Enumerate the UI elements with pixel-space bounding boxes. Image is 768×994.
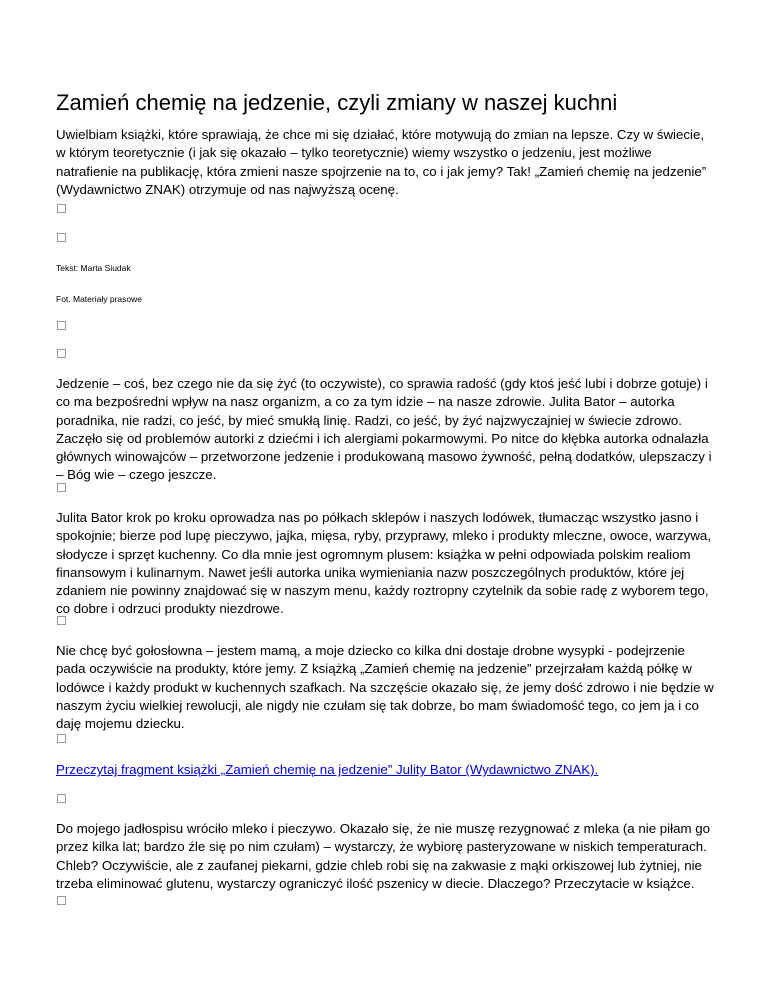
book-fragment-link[interactable]: Przeczytaj fragment książki „Zamień chemię na jedzenie” Julity Bator (Wydawnictwo ZNAK). <box>56 762 599 777</box>
image-placeholder-icon <box>57 349 66 358</box>
article-title: Zamień chemię na jedzenie, czyli zmiany w naszej kuchni <box>56 90 618 115</box>
intro-paragraph: Uwielbiam książki, które sprawiają, że chce mi się działać, które motywują do zmian na lepsze. Czy w świecie, w którym teoretycznie (i jak się okazało – tylko teoretycznie) wiemy wszystko o jedzeniu, jest możliwe natrafienie na publikację, która zmieni nasze spojrzenie na to, co i jak jemy? Tak! „Zamień chemię na jedzenie” (Wydawnictwo ZNAK) otrzymuje od nas najwyższą ocenę. <box>56 127 707 197</box>
author-credit: Tekst: Marta Siudak <box>56 263 131 273</box>
image-placeholder-icon <box>57 483 66 492</box>
body-paragraph-1: Jedzenie – coś, bez czego nie da się żyć (to oczywiste), co sprawia radość (gdy ktoś jeść lubi i dobrze gotuje) i co ma bezpośredni wpływ na nasz organizm, a co za tym idzie – na nasze zdrowie. Julita Bator – autorka poradnika, nie radzi, co jeść, by mieć smukłą linię. Radzi, co jeść, by żyć najzwyczajniej w świecie zdrowo. Zaczęło się od problemów autorki z dziećmi i ich alergiami pokarmowymi. Po nitce do kłębka autorka odnalazła głównych winowajców – przetworzone jedzenie i produkowaną masowo żywność, pełną dodatków, ulepszaczy i – Bóg wie – czego jeszcze. <box>56 376 712 483</box>
body-paragraph-4: Do mojego jadłospisu wróciło mleko i pieczywo. Okazało się, że nie muszę rezygnować z mleka (a nie piłam go przez kilka lat; bardzo źle się po nim czułam) – wystarczy, że wybiorę pasteryzowane w niskich temperaturach. Chleb? Oczywiście, ale z zaufanej piekarni, gdzie chleb robi się na zakwasie z mąki orkiszowej lub żytniej, nie trzeba eliminować glutenu, wystarczy ograniczyć ilość pszenicy w diecie. Dlaczego? Przeczytacie w książce. <box>56 821 711 891</box>
image-placeholder-icon <box>57 233 66 242</box>
body-paragraph-3: Nie chcę być gołosłowna – jestem mamą, a moje dziecko co kilka dni dostaje drobne wysypki - podejrzenie pada oczywiście na produkty, które jemy. Z książką „Zamień chemię na jedzenie” przejrzałam każdą półkę w lodówce i każdy produkt w kuchennych szafkach. Na szczęście okazało się, że jemy dość zdrowo i nie będzie w naszym życiu wielkiej rewolucji, ale nigdy nie czułam się tak dobrze, bo mam świadomość tego, co jem ja i co daję mojemu dziecku. <box>56 643 714 732</box>
image-placeholder-icon <box>57 896 66 905</box>
body-paragraph-2: Julita Bator krok po kroku oprowadza nas po półkach sklepów i naszych lodówek, tłumacząc wszystko jasno i spokojnie; bierze pod lupę pieczywo, jajka, mięsa, ryby, przyprawy, mleko i produkty mleczne, owoce, warzywa, słodycze i sprzęt kuchenny. Co dla mnie jest ogromnym plusem: książka w pełni odpowiada polskim realiom finansowym i kulinarnym. Nawet jeśli autorka unika wymieniania nazw poszczególnych produktów, które jej zdaniem nie powinny znajdować się w naszym menu, każdy roztropny czytelnik da sobie radę z wyborem tego, co dobre i odrzuci produkty niezdrowe. <box>56 510 712 617</box>
image-placeholder-icon <box>57 616 66 625</box>
image-placeholder-icon <box>57 321 66 330</box>
image-placeholder-icon <box>57 794 66 803</box>
image-placeholder-icon <box>57 204 66 213</box>
photo-credit: Fot. Materiały prasowe <box>56 294 142 304</box>
image-placeholder-icon <box>57 734 66 743</box>
